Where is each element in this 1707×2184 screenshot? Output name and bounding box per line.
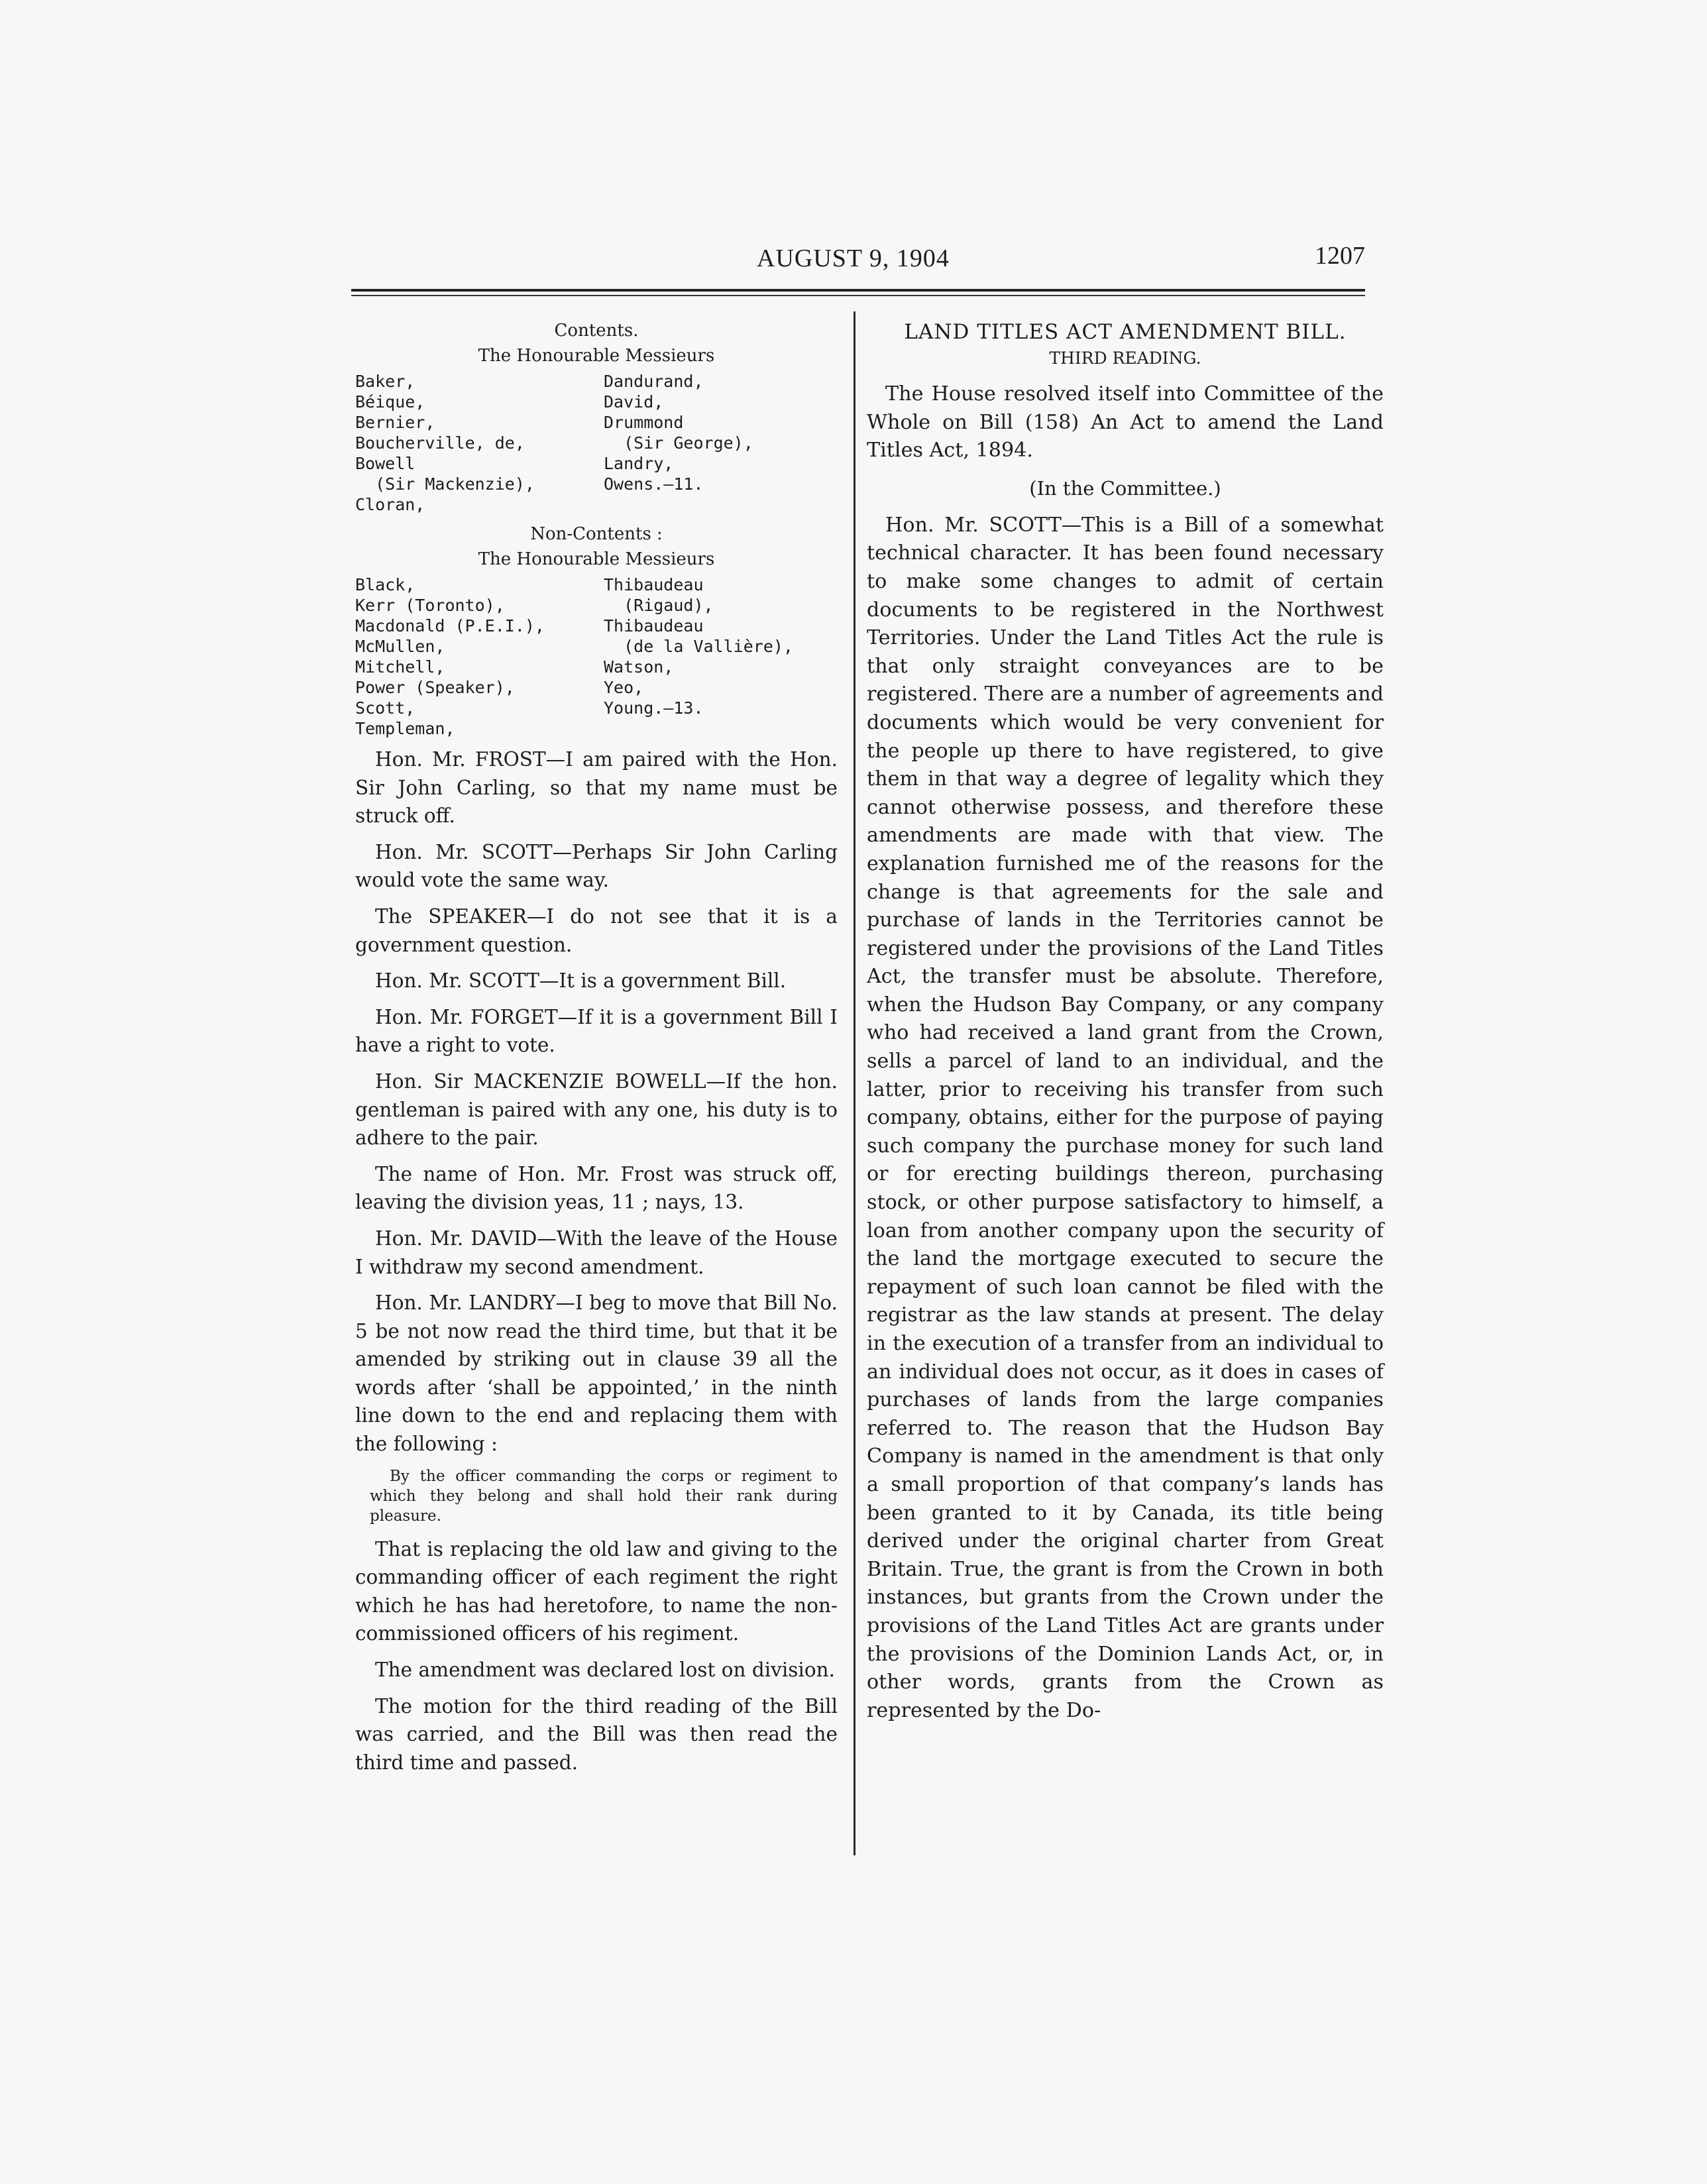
paragraph-forget: Hon. Mr. FORGET—If it is a government Bill I have a right to vote. <box>355 1005 838 1057</box>
noncontents-heading: Non-Contents : <box>530 524 663 544</box>
header-rule-thick <box>351 289 1365 292</box>
paragraph-replacing: That is replacing the old law and giving to the commanding officer of each regiment the right which he has had heretofore, to name the non-commissioned officers of his regiment. <box>355 1537 838 1645</box>
paragraph-bowell: Hon. Sir MACKENZIE BOWELL—If the hon. gentleman is paired with any one, his duty is to adhere to the pair. <box>355 1069 838 1150</box>
section-subtitle: THIRD READING. <box>1049 349 1201 368</box>
paragraph-speaker: The SPEAKER—I do not see that it is a government question. <box>355 904 838 956</box>
list-item: Watson, <box>604 657 674 677</box>
noncontents-list <box>355 574 838 739</box>
paragraph-frost: Hon. Mr. FROST—I am paired with the Hon. Sir John Carling, so that my name must be struck off. <box>355 748 838 828</box>
paragraph-scott-bill: Hon. Mr. SCOTT—This is a Bill of a somewhat technical character. It has been found necessary to make some changes to admit of certain documents to be registered in the Northwest Territories. Under the Land Titles Act the rule is that only straight conveyances are to be registered. There are a number of agreements and documents which would be very convenient for the people up there to have registered, to give them in that way a degree of legality which they cannot otherwise possess, and therefore these amendments are made with that view. The explanation furnished me of the reasons for the change is that agreements for the sale and purchase of lands in the Territories cannot be registered under the provisions of the Land Titles Act, the transfer must be absolute. Therefore, when the Hudson Bay Company, or any company who had received a land grant from the Crown, sells a parcel of land to an individual, and the latter, prior to receiving his transfer from such company, obtains, either for the purpose of paying such company the purchase money for such land or for erecting buildings thereon, purchasing stock, or other purpose satisfactory to himself, a loan from another company upon the security of the land the mortgage executed to secure the repayment of such loan cannot be filed with the registrar as the law stands at present. The delay in the execution of a transfer from an individual to an individual does not occur, as it does in cases of purchases of lands from the large companies referred to. The reason that the Hudson Bay Company is named in the amendment is that only a small proportion of that company’s lands has been granted to it by Canada, its title being derived under the original charter from Great Britain. True, the grant is from the Crown in both instances, but grants from the Crown under the provisions of the Land Titles Act are grants under the provisions of the Dominion Lands Act, or, in other words, grants from the Crown as represented by the Do- <box>867 513 1384 1722</box>
list-item: Bernier, <box>355 413 435 432</box>
list-item: (Sir George), <box>604 433 753 453</box>
paragraph-landry: Hon. Mr. LANDRY—I beg to move that Bill No. 5 be not now read the third time, but that it be amended by striking out in clause 39 all the words after ‘shall be appointed,’ in the ninth line down to the end and replacing them with the following : <box>355 1291 838 1456</box>
list-item: Drummond <box>604 413 684 432</box>
contents-subheading: The Honourable Messieurs <box>478 346 715 366</box>
list-item: Thibaudeau <box>604 616 704 635</box>
list-item: McMullen, <box>355 637 445 656</box>
paragraph-third-reading: The motion for the third reading of the Bill was carried, and the Bill was then read the third time and passed. <box>355 1694 838 1774</box>
noncontents-list-col1 <box>355 574 604 739</box>
list-item: Bowell <box>355 454 415 473</box>
list-item: Mitchell, <box>355 657 445 677</box>
page-number: 1207 <box>1315 242 1365 270</box>
paragraph-scott-2: Hon. Mr. SCOTT—It is a government Bill. <box>375 969 787 993</box>
list-item: Béique, <box>355 392 425 411</box>
contents-list-col1 <box>355 371 604 515</box>
contents-heading: Contents. <box>554 321 639 341</box>
list-item: (Rigaud), <box>604 596 714 615</box>
list-item: Dandurand, <box>604 372 704 391</box>
section-title: LAND TITLES ACT AMENDMENT BILL. <box>904 320 1347 344</box>
column-divider <box>853 311 855 1855</box>
list-item: Macdonald (P.E.I.), <box>355 616 545 635</box>
list-item: Boucherville, de, <box>355 433 525 453</box>
paragraph-committee-resolution: The House resolved itself into Committee of the Whole on Bill (158) An Act to amend the Land Titles Act, 1894. <box>867 382 1384 463</box>
paragraph-frost-struck: The name of Hon. Mr. Frost was struck off, leaving the division yeas, 11 ; nays, 13. <box>355 1162 838 1214</box>
contents-list-col2 <box>604 371 836 515</box>
list-item: Power (Speaker), <box>355 678 515 697</box>
paragraph-amendment-lost: The amendment was declared lost on division. <box>375 1659 835 1682</box>
list-item: Thibaudeau <box>604 575 704 594</box>
list-item: Yeo, <box>604 678 644 697</box>
contents-list <box>355 371 838 515</box>
list-item: (de la Vallière), <box>604 637 793 656</box>
amendment-quote: By the officer commanding the corps or regiment to which they belong and shall hold their rank during pleasure. <box>370 1467 838 1525</box>
right-column <box>867 318 1384 1734</box>
list-item: Landry, <box>604 454 674 473</box>
left-column <box>355 318 838 1784</box>
list-item: Owens.—11. <box>604 474 704 494</box>
page-date: AUGUST 9, 1904 <box>757 245 950 272</box>
noncontents-list-col2 <box>604 574 836 739</box>
list-item: Kerr (Toronto), <box>355 596 505 615</box>
list-item: Templeman, <box>355 719 455 738</box>
committee-note: (In the Committee.) <box>1029 476 1221 500</box>
list-item: Baker, <box>355 372 415 391</box>
noncontents-subheading: The Honourable Messieurs <box>478 549 715 569</box>
header-rule-thin <box>351 295 1365 296</box>
list-item: Cloran, <box>355 495 425 514</box>
page-header <box>351 239 1365 278</box>
paragraph-david: Hon. Mr. DAVID—With the leave of the House I withdraw my second amendment. <box>355 1227 838 1278</box>
paragraph-scott-1: Hon. Mr. SCOTT—Perhaps Sir John Carling would vote the same way. <box>355 840 838 892</box>
list-item: (Sir Mackenzie), <box>355 474 535 494</box>
list-item: David, <box>604 392 664 411</box>
header-rule <box>351 289 1365 296</box>
list-item: Scott, <box>355 698 415 718</box>
list-item: Black, <box>355 575 415 594</box>
list-item: Young.—13. <box>604 698 704 718</box>
